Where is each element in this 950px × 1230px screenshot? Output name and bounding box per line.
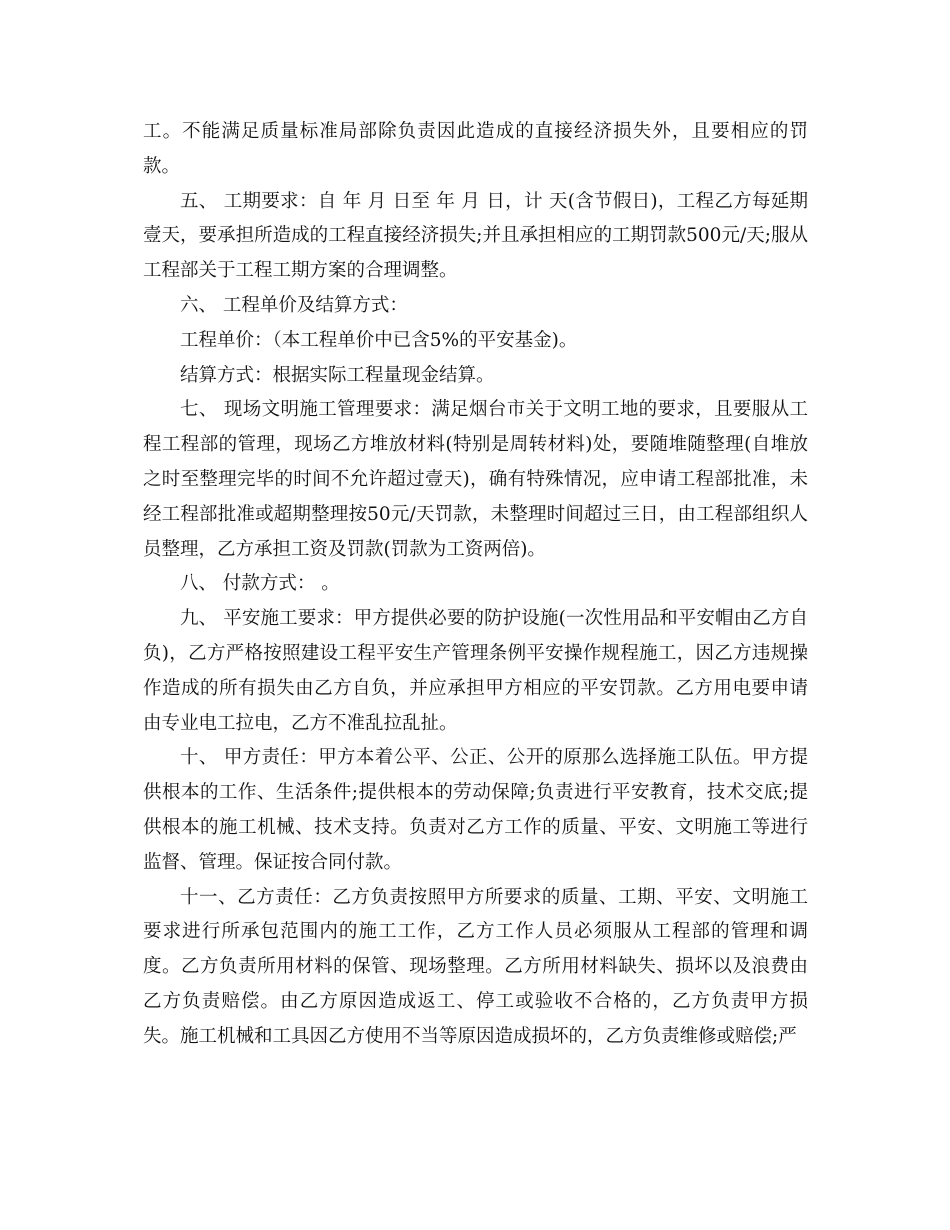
paragraph-party-b-responsibility: 十一、乙方责任：乙方负责按照甲方所要求的质量、工期、平安、文明施工要求进行所承包范围内的施工工作，乙方工作人员必须服从工程部的管理和调度。乙方负责所用材料的保管、现场整理。乙方所用材料缺失、损坏以及浪费由乙方负责赔偿。由乙方原因造成返工、停工或验收不合格的，乙方负责甲方损失。施工机械和工具因乙方使用不当等原因造成损坏的，乙方负责维修或赔偿;严 [143,886,808,1047]
paragraph-price-settlement-heading: 六、 工程单价及结算方式： [180,294,408,316]
paragraph-party-a-responsibility: 十、 甲方责任：甲方本着公平、公正、公开的原那么选择施工队伍。甲方提供根本的工作、生活条件;提供根本的劳动保障;负责进行平安教育，技术交底;提供根本的施工机械、技术支持。负责对乙方工作的质量、平安、文明施工等进行监督、管理。保证按合同付款。 [143,747,808,873]
paragraph-payment-method: 八、 付款方式： 。 [180,573,340,595]
paragraph-continuation: 工。不能满足质量标准局部除负责因此造成的直接经济损失外，且要相应的罚款。 [143,121,808,177]
paragraph-unit-price: 工程单价：（本工程单价中已含5%的平安基金)。 [180,329,578,351]
paragraph-settlement-method: 结算方式：根据实际工程量现金结算。 [180,364,495,386]
document-body [143,115,808,1055]
paragraph-site-management: 七、 现场文明施工管理要求：满足烟台市关于文明工地的要求，且要服从工程工程部的管理，现场乙方堆放材料(特别是周转材料)处，要随堆随整理(自堆放之时至整理完毕的时间不允许超过壹天)，确有特殊情况，应申请工程部批准，未经工程部批准或超期整理按50元/天罚款，未整理时间超过三日，由工程部组织人员整理，乙方承担工资及罚款(罚款为工资两倍)。 [143,399,808,560]
paragraph-schedule-requirements: 五、 工期要求：自 年 月 日至 年 月 日，计 天(含节假日)，工程乙方每延期壹天，要承担所造成的工程直接经济损失;并且承担相应的工期罚款500元/天;服从工程部关于工程工期方案的合理调整。 [143,190,808,282]
paragraph-safety-requirements: 九、 平安施工要求：甲方提供必要的防护设施(一次性用品和平安帽由乙方自负)，乙方严格按照建设工程平安生产管理条例平安操作规程施工，因乙方违规操作造成的所有损失由乙方自负，并应承担甲方相应的平安罚款。乙方用电要申请由专业电工拉电，乙方不准乱拉乱扯。 [143,608,808,734]
